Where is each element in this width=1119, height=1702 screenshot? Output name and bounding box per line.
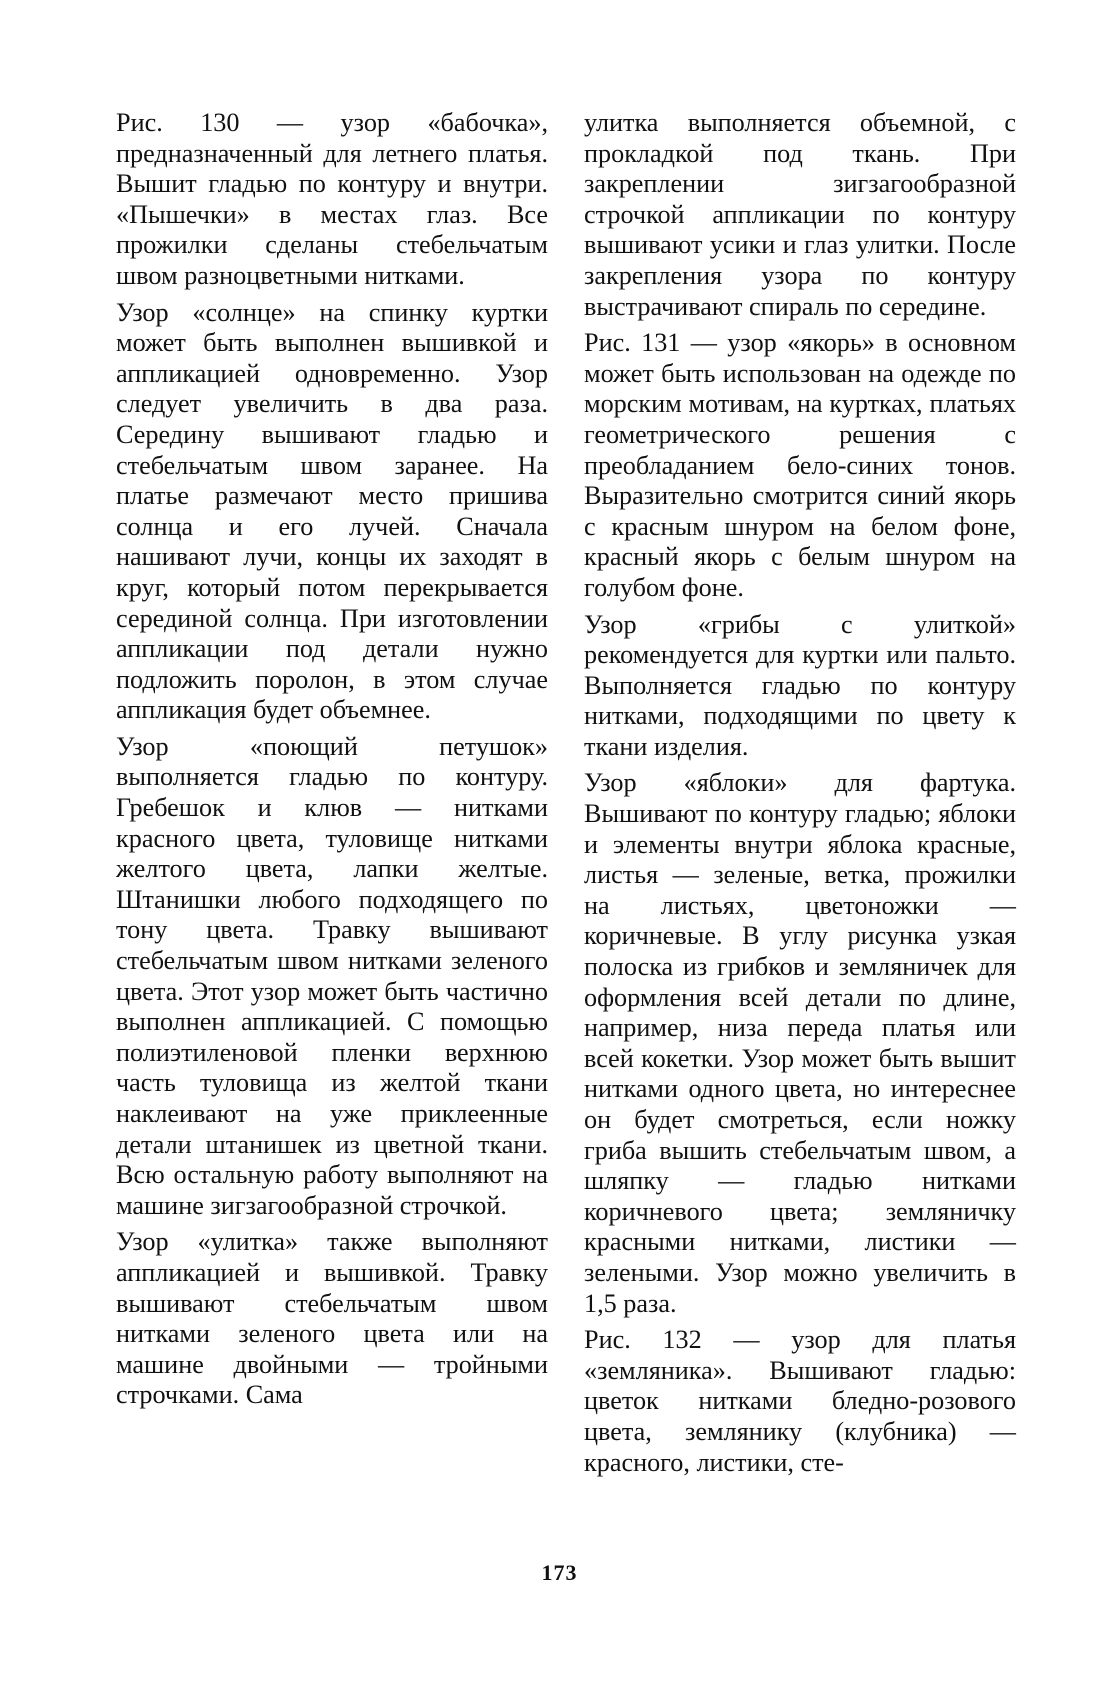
paragraph-fig131-anchor: Рис. 131 — узор «якорь» в основном может быть использован на одежде по морским мотивам, на куртках, платьях геометрического решения с преобладанием бело-синих тонов. Выразительно смотрится синий якорь с красным шнуром на белом фоне, красный якорь с белым шнуром на голубом фоне. bbox=[584, 328, 1016, 602]
right-text-column bbox=[584, 108, 1016, 1484]
paragraph-rooster-pattern: Узор «поющий петушок» выполняется гладью по контуру. Гребешок и клюв — нитками красного цвета, туловище нитками желтого цвета, лапки желтые. Штанишки любого подходящего по тону цвета. Травку вышивают стебельчатым швом нитками зеленого цвета. Этот узор может быть частично выполнен аппликацией. С помощью полиэтиленовой пленки верхнюю часть туловища из желтой ткани наклеивают на уже приклеенные детали штанишек из цветной ткани. Всю остальную работу выполняют на машине зигзагообразной строчкой. bbox=[116, 731, 548, 1220]
paragraph-fig132-strawberry: Рис. 132 — узор для платья «земляника». Вышивают гладью: цветок нитками бледно-розового цвета, землянику (клубника) — красного, листики, сте- bbox=[584, 1325, 1016, 1477]
paragraph-fig130-butterfly: Рис. 130 — узор «бабочка», предназначенный для летнего платья. Вышит гладью по контуру и внутри. «Пышечки» в местах глаз. Все прожилки сделаны стебельчатым швом разноцветными нитками. bbox=[116, 108, 548, 290]
paragraph-apples-pattern: Узор «яблоки» для фартука. Вышивают по контуру гладью; яблоки и элементы внутри яблока красные, листья — зеленые, ветка, прожилки на листьях, цветоножки — коричневые. В углу рисунка узкая полоска из грибков и земляничек для оформления всей детали по длине, например, низа переда платья или всей кокетки. Узор может быть вышит нитками одного цвета, но интереснее он будет смотреться, если ножку гриба вышить стебельчатым швом, а шляпку — гладью нитками коричневого цвета; земляничку красными нитками, листики — зелеными. Узор можно увеличить в 1,5 раза. bbox=[584, 768, 1016, 1318]
page-number: 173 bbox=[541, 1560, 578, 1585]
left-text-column bbox=[116, 108, 548, 1417]
paragraph-snail-pattern: Узор «улитка» также выполняют аппликацией и вышивкой. Травку вышивают стебельчатым швом нитками зеленого цвета или на машине двойными — тройными строчками. Сама bbox=[116, 1227, 548, 1410]
paragraph-mushrooms-snail: Узор «грибы с улиткой» рекомендуется для куртки или пальто. Выполняется гладью по контуру нитками, подходящими по цвету к ткани изделия. bbox=[584, 609, 1016, 761]
paragraph-sun-pattern: Узор «солнце» на спинку куртки может быть выполнен вышивкой и аппликацией одновременно. Узор следует увеличить в два раза. Середину вышивают гладью и стебельчатым швом заранее. На платье размечают место пришива солнца и его лучей. Сначала нашивают лучи, концы их заходят в круг, который потом перекрывается серединой солнца. При изготовлении аппликации под детали нужно подложить поролон, в этом случае аппликация будет объемнее. bbox=[116, 297, 548, 725]
paragraph-snail-continued: улитка выполняется объемной, с прокладкой под ткань. При закреплении зигзагообразной строчкой аппликации по контуру вышивают усики и глаз улитки. После закрепления узора по контуру выстрачивают спираль по середине. bbox=[584, 108, 1016, 321]
